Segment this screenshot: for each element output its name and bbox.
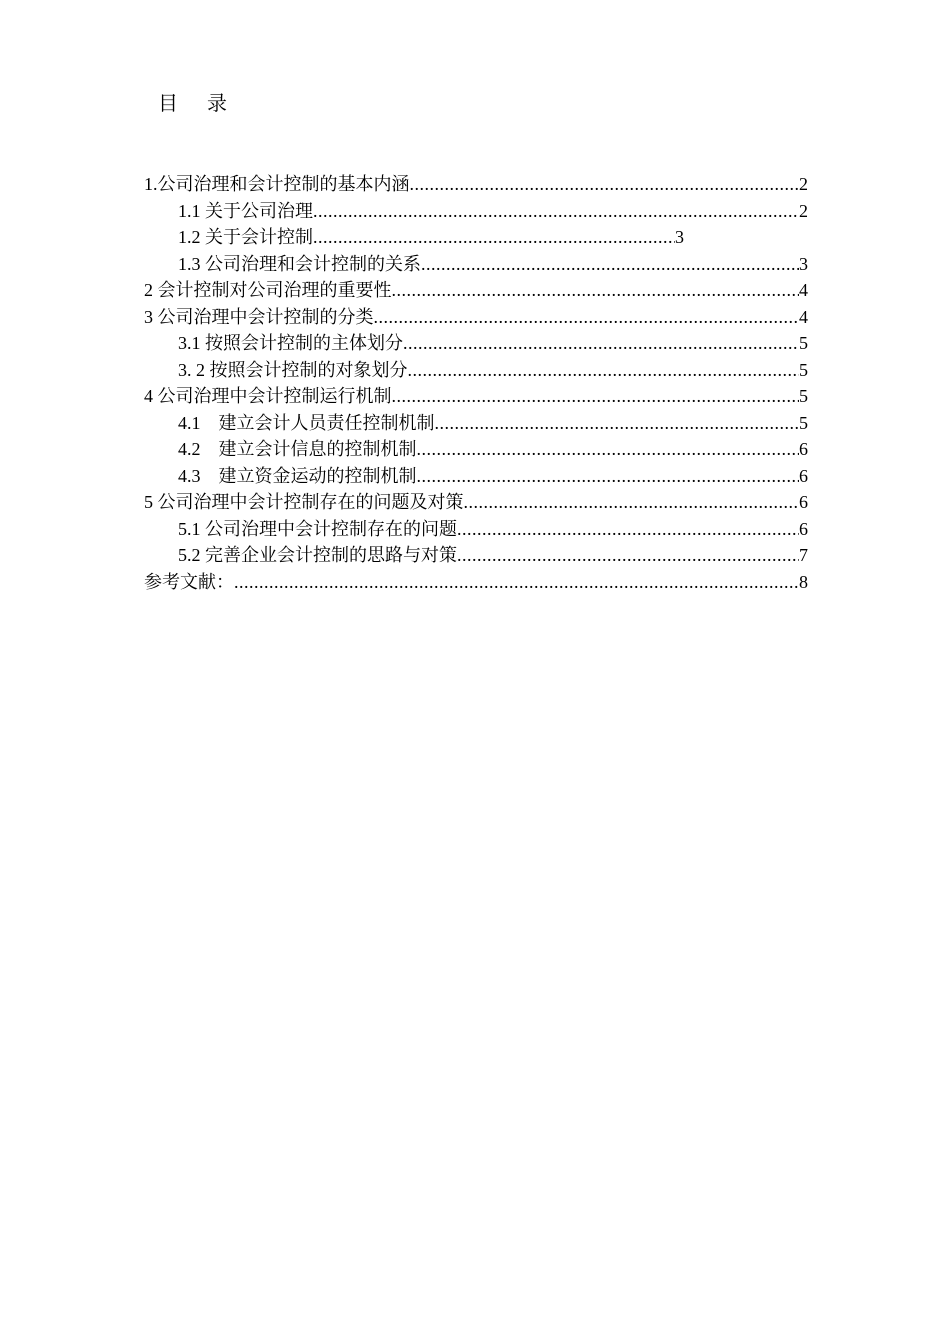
- toc-entry[interactable]: [144, 463, 808, 490]
- toc-entry-label: 5.1 公司治理中会计控制存在的问题: [178, 518, 457, 539]
- toc-entry[interactable]: [144, 224, 808, 251]
- table-of-contents: [144, 171, 808, 595]
- toc-leader-dots: [421, 251, 799, 278]
- toc-entry-label: 参考文献：: [144, 571, 234, 592]
- toc-leader-dots: [403, 330, 799, 357]
- toc-page-number: 6: [799, 439, 808, 459]
- toc-page-number: 6: [799, 518, 808, 539]
- toc-entry[interactable]: [144, 304, 808, 331]
- toc-page-number: 3: [799, 253, 808, 274]
- toc-entry-label: 3. 2 按照会计控制的对象划分: [178, 359, 408, 380]
- toc-heading: 目 录: [158, 93, 239, 115]
- toc-entry[interactable]: [144, 198, 808, 225]
- toc-entry-label: 1.公司治理和会计控制的基本内涵: [144, 174, 410, 194]
- toc-entry[interactable]: [144, 171, 808, 198]
- toc-leader-dots: [408, 357, 800, 384]
- toc-entry[interactable]: [144, 569, 808, 596]
- toc-page-number: 5: [799, 386, 808, 406]
- toc-page-number: 5: [799, 359, 808, 380]
- toc-page-number: 3: [675, 227, 684, 247]
- toc-page-number: 4: [799, 306, 808, 327]
- toc-leader-dots: [374, 304, 800, 331]
- toc-entry[interactable]: [144, 516, 808, 543]
- toc-entry-label: 5.2 完善企业会计控制的思路与对策: [178, 545, 457, 565]
- toc-entry[interactable]: [144, 383, 808, 410]
- toc-entry-label: 3 公司治理中会计控制的分类: [144, 306, 374, 327]
- toc-entry-label: 4.1 建立会计人员责任控制机制: [178, 412, 435, 433]
- toc-entry-label: 1.1 关于公司治理: [178, 200, 313, 221]
- toc-leader-dots: [410, 171, 800, 198]
- toc-page-number: 6: [799, 465, 808, 486]
- toc-entry[interactable]: [144, 277, 808, 304]
- toc-entry-label: 4 公司治理中会计控制运行机制: [144, 386, 392, 406]
- toc-page-number: 5: [799, 412, 808, 433]
- toc-leader-dots: [457, 542, 799, 569]
- toc-entry[interactable]: [144, 542, 808, 569]
- toc-page-number: 2: [799, 174, 808, 194]
- toc-leader-dots: [313, 224, 675, 251]
- toc-page-number: 2: [799, 200, 808, 221]
- toc-page-number: 6: [799, 492, 808, 512]
- toc-leader-dots: [392, 277, 800, 304]
- toc-leader-dots: [464, 489, 800, 516]
- toc-entry[interactable]: [144, 410, 808, 437]
- toc-leader-dots: [313, 198, 799, 225]
- toc-entry-label: 4.3 建立资金运动的控制机制: [178, 465, 417, 486]
- toc-entry[interactable]: [144, 436, 808, 463]
- toc-leader-dots: [457, 516, 799, 543]
- toc-leader-dots: [435, 410, 800, 437]
- toc-page-number: 5: [799, 333, 808, 353]
- toc-entry[interactable]: [144, 357, 808, 384]
- toc-page-number: 7: [799, 545, 808, 565]
- toc-leader-dots: [392, 383, 800, 410]
- toc-leader-dots: [417, 436, 800, 463]
- toc-entry-label: 1.2 关于会计控制: [178, 227, 313, 247]
- toc-entry-label: 2 会计控制对公司治理的重要性: [144, 280, 392, 300]
- toc-entry[interactable]: [144, 330, 808, 357]
- toc-page-number: 8: [799, 571, 808, 592]
- toc-entry-label: 5 公司治理中会计控制存在的问题及对策: [144, 492, 464, 512]
- toc-entry-label: 1.3 公司治理和会计控制的关系: [178, 253, 421, 274]
- toc-leader-dots: [234, 569, 799, 596]
- toc-entry-label: 3.1 按照会计控制的主体划分: [178, 333, 403, 353]
- toc-entry[interactable]: [144, 251, 808, 278]
- toc-entry-label: 4.2 建立会计信息的控制机制: [178, 439, 417, 459]
- toc-page-number: 4: [799, 280, 808, 300]
- toc-leader-dots: [417, 463, 800, 490]
- toc-entry[interactable]: [144, 489, 808, 516]
